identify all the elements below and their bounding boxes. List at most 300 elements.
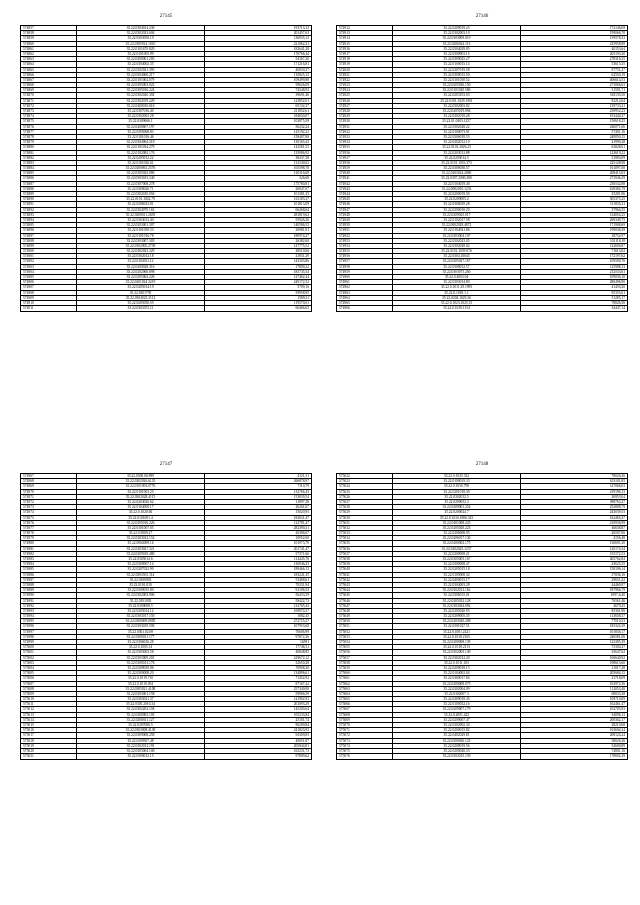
cadastral-code: 35.22.0303004.106: [77, 749, 205, 753]
cadastral-code: 35.22.0305021.4108: [77, 687, 205, 691]
value-cell: 37964,55: [611, 207, 625, 212]
cadastral-code: 35.22.0307008.278: [77, 182, 205, 186]
cadastral-code: 35.22.0204.1029.26: [393, 296, 521, 300]
cadastral-code: 35.22.0300007.14: [77, 562, 205, 566]
parcel-number: 574954: [337, 244, 393, 248]
value-cell: 132765,43: [293, 603, 309, 608]
cadastral-code: 35.22.0302202.158: [77, 707, 205, 711]
cadastral-code: 35.22.0302028.4115: [77, 495, 205, 499]
parcel-number: 574960: [337, 275, 393, 279]
parcel-number: 574912: [337, 26, 393, 30]
value-cell: 4156,48: [613, 536, 625, 541]
cadastral-code: 35.22.0306029.28: [393, 202, 521, 206]
parcel-number: 574913: [337, 31, 393, 35]
value-cell: 136035,13: [293, 36, 309, 41]
parcel-number: 574975: [21, 516, 77, 520]
cadastral-code: 35.22.0300015.80: [77, 588, 205, 592]
cadastral-code: 35.22.0202025.1237: [393, 547, 521, 551]
cadastral-code: 35.22.0300026.123: [393, 739, 521, 743]
parcel-number: 574940: [337, 171, 393, 175]
parcel-number: 574915: [337, 42, 393, 46]
parcel-number: 575005: [21, 671, 77, 675]
value-cell: 205193,20: [609, 51, 625, 56]
cadastral-code: 35.22.0200061.2576: [77, 166, 205, 170]
value-cell: 165231,73: [293, 748, 309, 753]
value-cell: 122694,87: [609, 243, 625, 248]
cadastral-code: 35.22.0205026.150: [393, 83, 521, 87]
value-cell: 31983,09: [611, 155, 625, 160]
parcel-number: 574899: [21, 244, 77, 248]
parcel-number: 574941: [337, 176, 393, 180]
value-cell: 398763,27: [609, 499, 625, 504]
value-cell: 142581,53: [293, 145, 309, 150]
cadastral-code: 35.22.0101050.53: [77, 228, 205, 232]
cadastral-code: 35.22.0305016.224: [77, 88, 205, 92]
parcel-number: 574890: [21, 197, 77, 201]
cadastral-code: 35.22.0305014.6: [77, 557, 205, 561]
value-cell: 130691,20: [609, 541, 625, 546]
value-cell: 240050,15: [609, 134, 625, 139]
cadastral-code: 35.22.0300012.15: [77, 754, 205, 759]
cadastral-code: 35.22.0100003: [77, 578, 205, 582]
cadastral-code: 35.22.0300008.47: [393, 562, 521, 566]
parcel-number: 574984: [21, 562, 77, 566]
value-cell: 18752,97: [611, 233, 625, 238]
parcel-number: 574985: [21, 567, 77, 571]
value-cell: 163604,34: [609, 728, 625, 733]
parcel-number: 574909: [21, 296, 77, 300]
parcel-number: 575019: [21, 744, 77, 748]
parcel-number: 574930: [337, 119, 393, 123]
value-cell: 65132,37: [295, 103, 309, 108]
value-cell: 41450,20: [611, 285, 625, 290]
cadastral-code: 35.22.0.1018.2165: [393, 635, 521, 639]
cadastral-code: 35.22.0300013.176: [77, 661, 205, 665]
cadastral-code: 35.22.0202012.162: [393, 588, 521, 592]
table-row: [21, 754, 311, 759]
value-cell: 74801,16: [611, 748, 625, 753]
value-cell: 59958,95: [295, 290, 309, 295]
value-cell: 31591,71: [611, 88, 625, 93]
value-cell: 109710,09: [609, 697, 625, 702]
parcel-number: 574992: [21, 604, 77, 608]
value-cell: 101118,18: [609, 238, 625, 243]
parcel-number: 575034: [337, 536, 393, 540]
value-cell: 57371,66: [295, 551, 309, 556]
value-cell: 139733,21: [609, 103, 625, 108]
parcel-number: 575022: [337, 474, 393, 478]
value-cell: 21831,29: [295, 254, 309, 259]
cadastral-code: 35.22.0302003.906: [77, 593, 205, 597]
parcel-number: 574978: [21, 531, 77, 535]
cadastral-code: 35.22.0304002.35: [77, 62, 205, 66]
value-cell: 26947,07: [295, 186, 309, 191]
parcel-number: 575068: [337, 713, 393, 717]
parcel-number: 574896: [21, 228, 77, 232]
value-cell: 169382,79: [609, 186, 625, 191]
value-cell: 74348,93: [295, 88, 309, 93]
cadastral-code: 35.22.0303050.19: [77, 36, 205, 40]
cadastral-code: 35.22.0202026.6135: [77, 479, 205, 483]
cadastral-code: 35.22.0304023.3112: [77, 296, 205, 300]
parcel-number: 575047: [337, 604, 393, 608]
value-cell: 17809,22: [295, 264, 309, 269]
cadastral-code: 35.22.0209019.23: [393, 26, 521, 30]
value-cell: 172146,69: [609, 26, 625, 30]
parcel-number: 574936: [337, 151, 393, 155]
value-cell: 205844,81: [293, 743, 309, 748]
value-cell: 150618,25: [609, 119, 625, 124]
cadastral-code: 35.22.0205032.128: [393, 599, 521, 603]
value-cell: 266878,97: [293, 479, 309, 484]
value-cell: 178692,29: [609, 754, 625, 759]
value-cell: 161097,68: [609, 166, 625, 171]
parcel-number: 575028: [337, 505, 393, 509]
parcel-number: 575074: [337, 744, 393, 748]
cadastral-code: 35.22.0101670.820: [77, 47, 205, 51]
value-cell: 62550,19: [611, 72, 625, 77]
parcel-number: 574926: [337, 99, 393, 103]
parcel-number: 574995: [21, 619, 77, 623]
cadastral-code: 35.22.0101001.4: [77, 516, 205, 520]
cadastral-code: 35.22.0303072.11: [77, 306, 205, 311]
parcel-number: 575035: [337, 541, 393, 545]
value-cell: 171908,69: [609, 223, 625, 228]
cadastral-code: 35.22.0207006.5: [77, 723, 205, 727]
parcel-number: 574883: [21, 161, 77, 165]
parcel-number: 574864: [21, 62, 77, 66]
cadastral-code: 35.22.0305025.080: [77, 171, 205, 175]
value-cell: 40153,64: [611, 46, 625, 51]
cadastral-code: 35.22.0200008.139: [393, 640, 521, 644]
value-cell: 77010,53: [611, 619, 625, 624]
parcel-number: 574972: [21, 500, 77, 504]
cadastral-code: 35.22.0101016.46: [77, 135, 205, 139]
value-cell: 120116,69: [293, 171, 309, 176]
cadastral-code: 35.22.0209001.254: [393, 505, 521, 509]
parcel-number: 574874: [21, 114, 77, 118]
value-cell: 134896,61: [293, 671, 309, 676]
value-cell: 95355,61: [611, 290, 625, 295]
parcel-number: 575030: [337, 516, 393, 520]
cadastral-code: 35.22.0101050.52: [393, 78, 521, 82]
value-cell: 112053,48: [609, 686, 625, 691]
parcel-number: 575029: [337, 510, 393, 514]
cadastral-code: 35.22.0204026.62: [77, 500, 205, 504]
value-cell: 271066,63: [609, 83, 625, 88]
value-cell: 273946,29: [609, 176, 625, 181]
cadastral-code: 35.22.01.0403.1257: [393, 119, 521, 123]
parcel-number: 575020: [21, 749, 77, 753]
cadastral-code: 35.22.0102017.58: [393, 218, 521, 222]
cadastral-code: 35.22.0303013.340: [77, 176, 205, 180]
cadastral-code: 35.22.0303501.114: [77, 573, 205, 577]
value-cell: 109499,88: [293, 77, 309, 82]
parcel-number: 575026: [337, 495, 393, 499]
value-cell: 201093,29: [293, 702, 309, 707]
parcel-number: 574873: [21, 109, 77, 113]
parcel-number: 575003: [21, 661, 77, 665]
value-cell: 4121,31: [297, 474, 309, 478]
cadastral-code: 35.22.0304064.318: [77, 140, 205, 144]
value-cell: 239952,23: [609, 109, 625, 113]
parcel-number: 574966: [337, 306, 393, 311]
cadastral-code: 35.22.0205014.19: [77, 285, 205, 289]
value-cell: 4679,25: [613, 603, 625, 608]
parcel-number: 574947: [337, 208, 393, 212]
value-cell: 97872,36: [295, 634, 309, 639]
value-cell: 134054,25: [609, 212, 625, 217]
cadastral-code: 35.22.0304029.85: [393, 47, 521, 51]
value-cell: 20386,07: [295, 531, 309, 536]
parcel-number: 575070: [337, 723, 393, 727]
cadastral-code: 35.22.0208019.56: [393, 744, 521, 748]
value-cell: 257340,08: [293, 686, 309, 691]
value-cell: 105233,84: [293, 712, 309, 717]
cadastral-code: 35.22.0301027.51: [393, 624, 521, 628]
cadastral-code: 35.22.0205014.12: [77, 609, 205, 613]
cadastral-code: 35.22.0302023.604: [77, 31, 205, 35]
cadastral-code: 35.22.0100019.33: [393, 479, 521, 483]
parcel-number: 575069: [337, 718, 393, 722]
value-cell: 182631,47: [293, 515, 309, 520]
parcel-number: 574986: [21, 573, 77, 577]
parcel-number: 575073: [337, 739, 393, 743]
cadastral-code: 35.22.0101020.586: [393, 88, 521, 92]
value-cell: 169974,37: [293, 608, 309, 613]
parcel-number: 574908: [21, 291, 77, 295]
cadastral-code: 35.22.0300030.57: [393, 166, 521, 170]
parcel-number: 574870: [21, 93, 77, 97]
cadastral-code: 35.22.0104011.12: [77, 259, 205, 263]
parcel-number: 574867: [21, 78, 77, 82]
value-cell: 28210,68: [611, 723, 625, 727]
cadastral-code: 35.22.0104019.40: [393, 182, 521, 186]
value-cell: 132540,63: [293, 160, 309, 165]
cadastral-code: 35.22.0305003.022: [77, 83, 205, 87]
value-cell: 176766,44: [293, 51, 309, 56]
cadastral-code: 35.22.0200010.20: [393, 208, 521, 212]
parcel-number: 575008: [21, 687, 77, 691]
value-cell: 54167,26: [295, 57, 309, 62]
parcel-number: 574894: [21, 218, 77, 222]
value-cell: 236532,88: [609, 181, 625, 186]
value-cell: 34447,14: [611, 306, 625, 311]
value-cell: 57401,16: [611, 129, 625, 134]
value-cell: 43625,35: [611, 562, 625, 567]
value-cell: 166640,92: [609, 655, 625, 660]
parcel-number: 574956: [337, 254, 393, 258]
parcel-number: 574857: [21, 26, 77, 30]
value-cell: 127775,52: [293, 243, 309, 248]
value-cell: 46638,87: [611, 525, 625, 530]
cadastral-code: 35.22.0304006.217: [77, 73, 205, 77]
parcel-number: 574961: [337, 280, 393, 284]
value-cell: 94309,83: [295, 733, 309, 738]
cadastral-code: 35.22.0203012.88: [393, 151, 521, 155]
cadastral-code: 35.22.0300017.84: [393, 676, 521, 680]
value-cell: 120174,34: [609, 546, 625, 551]
parcel-number: 574887: [21, 182, 77, 186]
value-cell: 66466,65: [295, 306, 309, 311]
value-cell: 53468,61: [295, 577, 309, 582]
cadastral-code: 35.22.0202066.898: [77, 270, 205, 274]
value-cell: 246581,06: [609, 634, 625, 639]
cadastral-code: 35.22.0104021.86: [393, 228, 521, 232]
cadastral-code: 35.22.0.1011.105: [393, 661, 521, 665]
parcel-number: 574903: [21, 265, 77, 269]
value-cell: 199038,49: [609, 228, 625, 233]
value-cell: 187966,79: [609, 588, 625, 593]
value-cell: 280496,90: [609, 280, 625, 285]
value-cell: 51285,17: [611, 295, 625, 300]
value-cell: 208415,03: [609, 171, 625, 176]
parcel-number: 574939: [337, 166, 393, 170]
parcel-number: 575011: [21, 702, 77, 706]
value-cell: 32650,28: [295, 660, 309, 665]
value-cell: 71452,92: [295, 676, 309, 681]
value-cell: 155172,53: [609, 551, 625, 556]
cadastral-code: 35.22.0206023.81: [77, 202, 205, 206]
value-cell: 70908,30: [295, 665, 309, 670]
value-cell: 55926,26: [295, 217, 309, 222]
cadastral-code: 35.22.0206008.05: [393, 531, 521, 535]
parcel-number: 575033: [337, 531, 393, 535]
value-cell: 145200,64: [293, 707, 309, 712]
parcel-number: 575042: [337, 578, 393, 582]
parcel-number: 574943: [337, 187, 393, 191]
cadastral-code: 35.22.0.1001.2421: [393, 630, 521, 634]
parcel-number: 574860: [21, 42, 77, 46]
parcel-number: 574987: [21, 578, 77, 582]
cadastral-code: 35.22.0.1019.054: [77, 682, 205, 686]
cadastral-code: 35.22.0400010.616: [77, 104, 205, 108]
value-cell: 11897,28: [295, 499, 309, 504]
parcel-number: 574868: [21, 83, 77, 87]
parcel-number: 575054: [337, 640, 393, 644]
value-cell: 211852,61: [293, 109, 309, 113]
value-cell: 25281,96: [611, 192, 625, 196]
parcel-number: 575060: [337, 671, 393, 675]
value-cell: 21718,09: [611, 676, 625, 681]
cadastral-code: 35.22.0101016.78: [77, 234, 205, 238]
parcel-number: 574888: [21, 187, 77, 191]
cadastral-code: 35.22.0205027.167: [393, 259, 521, 263]
parcel-number: 575058: [337, 661, 393, 665]
cadastral-code: 35.22.0303004.107: [393, 234, 521, 238]
value-cell: 66268,64: [295, 207, 309, 212]
parcel-number: 574877: [21, 130, 77, 134]
cadastral-code: 35.22.0200015.82: [393, 728, 521, 732]
parcel-number: 574904: [21, 270, 77, 274]
value-cell: 210936,99: [609, 520, 625, 525]
value-cell: 53615,35: [611, 62, 625, 67]
value-cell: 172197,62: [609, 254, 625, 259]
value-cell: 11017,28: [611, 665, 625, 670]
cadastral-code: 35.22.0305014.1010: [77, 42, 205, 46]
value-cell: 201457,63: [293, 31, 309, 36]
cadastral-code: 35.22.0400015.17: [393, 578, 521, 582]
value-cell: 109500,70: [609, 259, 625, 264]
value-cell: 101836,17: [609, 629, 625, 634]
parcel-number: 575037: [337, 552, 393, 556]
value-cell: 249172,52: [293, 280, 309, 285]
parcel-number: 574927: [337, 104, 393, 108]
value-cell: 101813,09: [293, 202, 309, 207]
cadastral-code: 35.22.0303021.37: [77, 697, 205, 701]
value-cell: 16591: [300, 640, 309, 644]
parcel-number: 574935: [337, 145, 393, 149]
cadastral-code: 35.22.0302007.3: [393, 692, 521, 696]
value-cell: 78026,56: [611, 300, 625, 305]
cadastral-code: 35.22.0203020.208: [393, 619, 521, 623]
parcel-number: 574886: [21, 176, 77, 180]
value-cell: 37836,16: [611, 572, 625, 577]
parcel-number: 575053: [337, 635, 393, 639]
parcel-number: 574898: [21, 239, 77, 243]
value-cell: 419672,12: [293, 655, 309, 660]
cadastral-code: 35.22.0101026.61: [77, 161, 205, 165]
parcel-number: 574925: [337, 93, 393, 97]
parcel-number: 575014: [21, 718, 77, 722]
value-cell: 183324,39: [609, 624, 625, 629]
parcel-number: 575065: [337, 697, 393, 701]
value-cell: 182641,28: [293, 46, 309, 51]
parcel-number: 574938: [337, 161, 393, 165]
parcel-number: 574996: [21, 624, 77, 628]
value-cell: 76561,46: [611, 598, 625, 603]
block-title: 27147: [159, 462, 173, 467]
cadastral-code: 35.22.0309012.57: [393, 265, 521, 269]
cadastral-code: 35.22.0300026.71: [77, 187, 205, 191]
block-title: 27145: [159, 14, 173, 19]
value-cell: 40830,37: [295, 67, 309, 72]
cadastral-code: 35.22.0200026.53: [393, 749, 521, 753]
parcel-number: 574914: [337, 36, 393, 40]
value-cell: 153839,54: [293, 494, 309, 499]
parcel-number: 574994: [21, 614, 77, 618]
value-cell: 241823,93: [293, 728, 309, 733]
parcel-number: 574902: [21, 259, 77, 263]
parcel-number: 574861: [21, 47, 77, 51]
cadastral-code: 35.22.0207019.58: [393, 68, 521, 72]
parcel-number: 575023: [337, 479, 393, 483]
parcel-number: 575013: [21, 713, 77, 717]
cadastral-code: 35.22.0200024.7: [393, 510, 521, 514]
parcel-number: 575000: [21, 645, 77, 649]
value-cell: 158407,88: [293, 134, 309, 139]
parcel-number: 575016: [21, 728, 77, 732]
cadastral-code: 35.22.0002028.4872: [393, 223, 521, 227]
data-table: [20, 473, 312, 760]
value-cell: 111835,21: [609, 202, 625, 207]
cadastral-code: 35.22.0302028.02: [393, 244, 521, 248]
value-cell: 92106,53: [295, 588, 309, 593]
value-cell: 70231,94: [295, 582, 309, 587]
parcel-number: 575055: [337, 645, 393, 649]
value-cell: 40651,87: [295, 738, 309, 743]
parcel-number: 574955: [337, 249, 393, 253]
value-cell: 189466,13: [293, 567, 309, 572]
parcel-number: 574981: [21, 547, 77, 551]
cadastral-code: 35.22.0303019.500: [77, 624, 205, 628]
value-cell: 101973,79: [293, 541, 309, 546]
value-cell: 278316,55: [609, 57, 625, 62]
cadastral-code: 35.22.0402029.81: [393, 733, 521, 737]
value-cell: 15020,95: [295, 510, 309, 515]
value-cell: 107953,68: [293, 624, 309, 629]
cadastral-code: 35.22.0205019.894: [393, 109, 521, 113]
